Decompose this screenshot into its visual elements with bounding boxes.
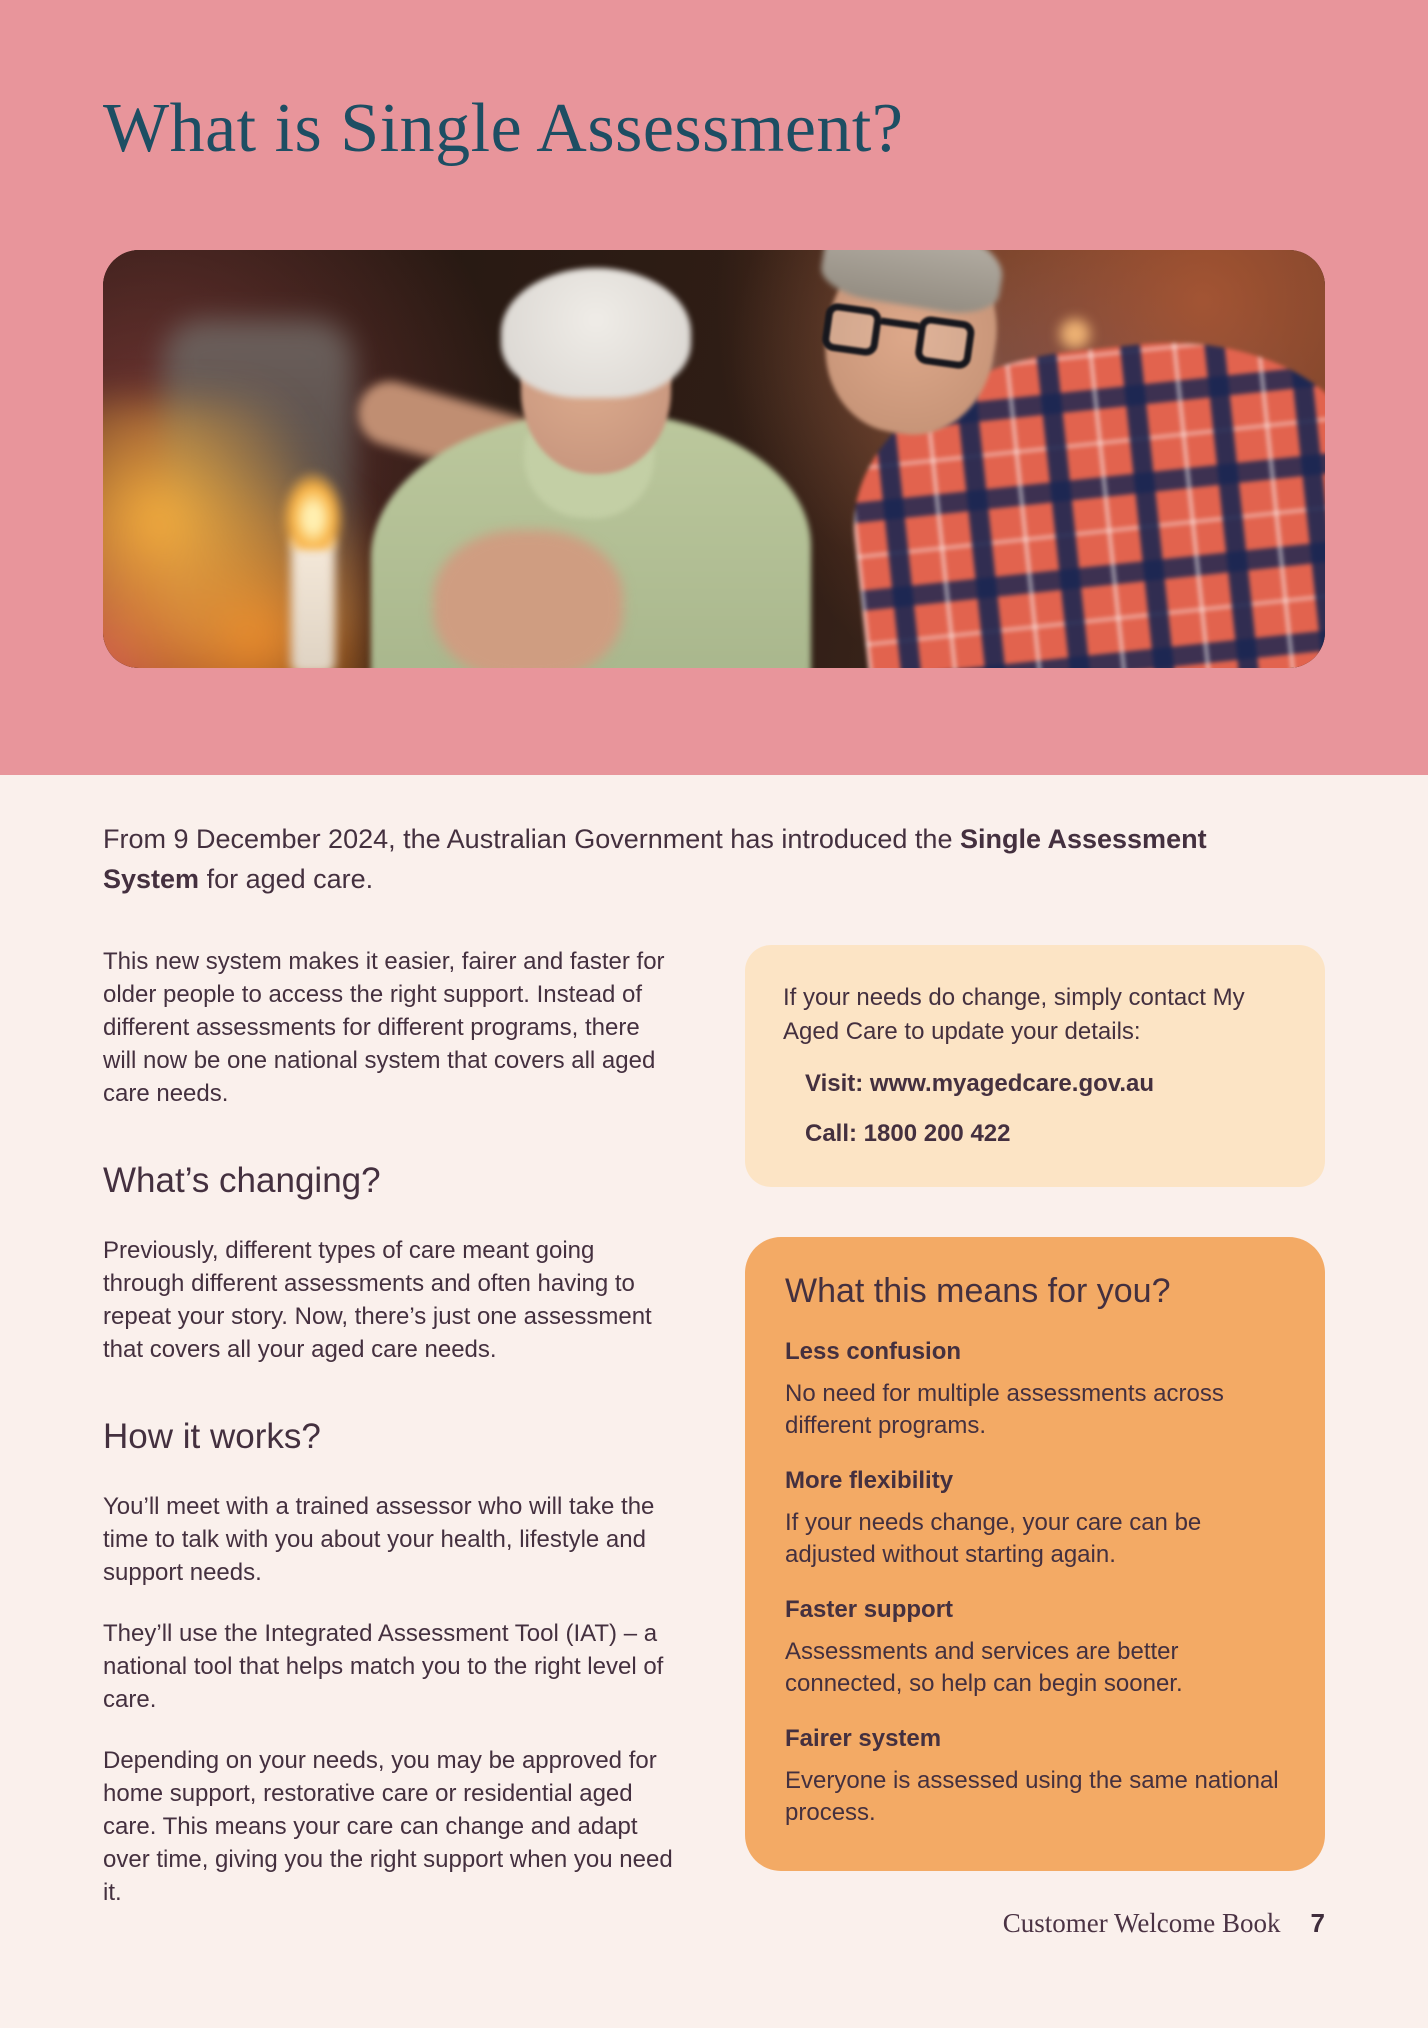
page-number: 7: [1310, 1908, 1325, 1938]
section-heading-how-it-works: How it works?: [103, 1417, 321, 1456]
page-title: What is Single Assessment?: [103, 90, 904, 167]
section-heading-whats-changing: What’s changing?: [103, 1161, 381, 1200]
benefit-description-more-flexibility: If your needs change, your care can be adjusted without starting again.: [785, 1509, 1202, 1568]
photo-candle-flame: [281, 470, 345, 550]
left-column: [103, 945, 705, 1937]
intro-text-before: From 9 December 2024, the Australian Government has introduced the: [103, 824, 960, 854]
benefit-description-less-confusion: No need for multiple assessments across different programs.: [785, 1380, 1224, 1439]
how-it-works-paragraph-2: They’ll use the Integrated Assessment Tool (IAT) – a national tool that helps match you to the right level of care.: [103, 1620, 664, 1713]
contact-visit-url: Visit: www.myagedcare.gov.au: [805, 1070, 1155, 1097]
contact-call-number: Call: 1800 200 422: [805, 1120, 1011, 1147]
how-it-works-paragraph-3: Depending on your needs, you may be approved for home support, restorative care or residential aged care. This means your care can change and adapt over time, giving you the right support when you need it.: [103, 1747, 673, 1906]
contact-box-text: If your needs do change, simply contact My Aged Care to update your details:: [783, 984, 1245, 1045]
benefit-description-faster-support: Assessments and services are better connected, so help can begin sooner.: [785, 1638, 1183, 1697]
benefit-title-fairer-system: Fairer system: [785, 1725, 942, 1752]
benefits-heading: What this means for you?: [785, 1272, 1171, 1310]
two-column-layout: [103, 945, 1325, 1937]
benefit-description-fairer-system: Everyone is assessed using the same national process.: [785, 1767, 1279, 1826]
benefit-title-faster-support: Faster support: [785, 1596, 954, 1623]
benefit-title-more-flexibility: More flexibility: [785, 1467, 954, 1494]
benefits-box: [745, 1237, 1325, 1871]
opening-paragraph: This new system makes it easier, fairer and faster for older people to access the right support. Instead of different assessments for different programs, there will now be one national system that covers all aged care needs.: [103, 948, 665, 1107]
benefit-title-less-confusion: Less confusion: [785, 1338, 962, 1365]
glasses-bridge: [881, 318, 920, 330]
photo-woman-white-hair: [501, 268, 691, 398]
contact-box: [745, 945, 1325, 1187]
page-footer: [1003, 1908, 1325, 1939]
whats-changing-paragraph: Previously, different types of care meant going through different assessments and often having to repeat your story. Now, there’s just one assessment that covers all your aged care needs.: [103, 1237, 652, 1363]
hero-photo-elderly-couple: [103, 250, 1325, 668]
photo-candle: [291, 534, 335, 668]
photo-clasped-hands: [433, 530, 623, 668]
main-content: [0, 775, 1428, 1937]
book-title: Customer Welcome Book: [1002, 1908, 1281, 1938]
intro-paragraph: [103, 819, 1278, 899]
glasses-left-lens: [821, 302, 883, 357]
header-band: [0, 0, 1428, 775]
intro-text-bold: Single Assessment System: [103, 824, 1207, 894]
how-it-works-paragraph-1: You’ll meet with a trained assessor who will take the time to talk with you about your health, lifestyle and support needs.: [103, 1493, 655, 1586]
intro-text-after: for aged care.: [199, 864, 374, 894]
right-column: [745, 945, 1325, 1937]
glasses-right-lens: [914, 315, 976, 370]
